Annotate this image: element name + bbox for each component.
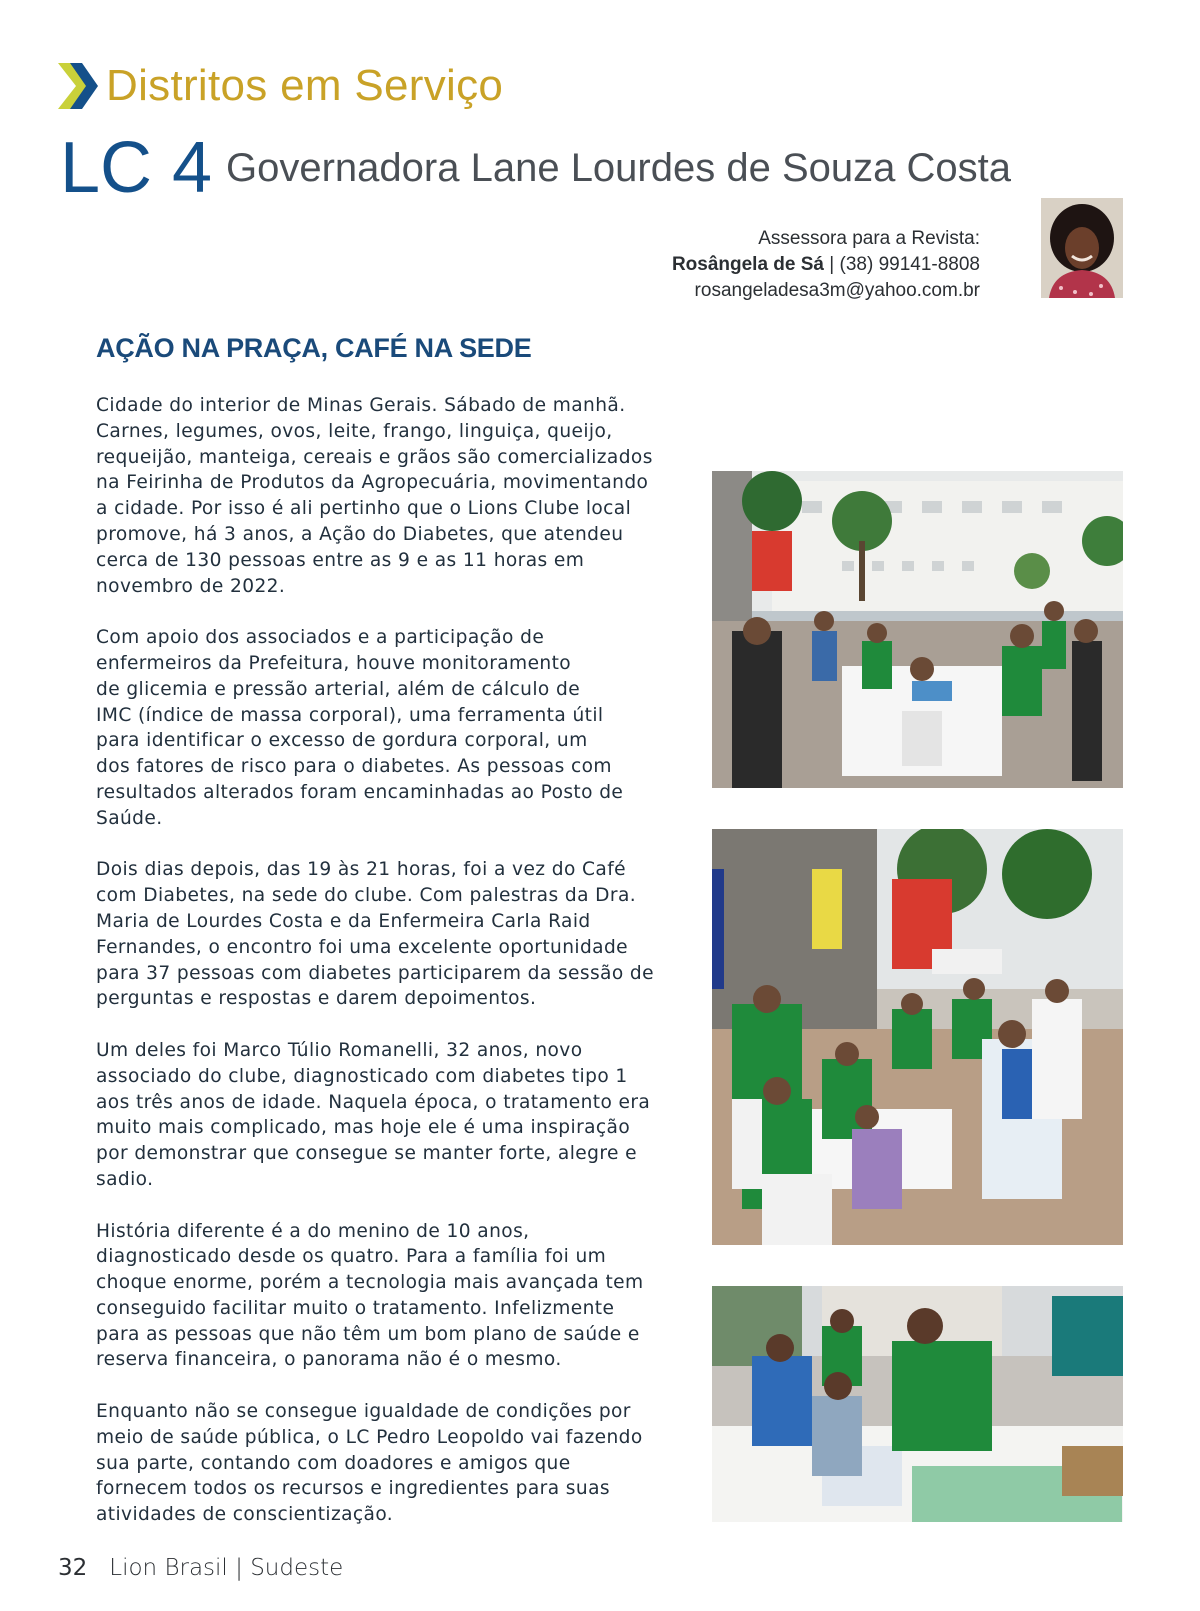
contact-block bbox=[672, 226, 980, 304]
article-paragraph: Dois dias depois, das 19 às 21 horas, foi a vez do Café com Diabetes, na sede do clube. Com palestras da Dra. Maria de Lourdes Costa e da Enfermeira Carla Raid Fernandes, o encontro foi uma excelente oportunidade para 37 pessoas com diabetes participarem da sessão de perguntas e respostas e darem depoimentos. bbox=[96, 859, 654, 1010]
section-title: Distritos em Serviço bbox=[106, 61, 504, 110]
photo-cafe-com-diabetes bbox=[712, 829, 1123, 1245]
photo-blood-pressure-check bbox=[712, 1286, 1123, 1522]
chevron-right-icon bbox=[58, 63, 98, 109]
article-paragraph: História diferente é a do menino de 10 anos, diagnosticado desde os quatro. Para a família foi um choque enorme, porém a tecnologia mais avançada tem conseguido facilitar muito o tratamento. Infelizmente para as pessoas que não têm um bom plano de saúde e reserva financeira, o panorama não é o mesmo. bbox=[96, 1220, 644, 1371]
article-paragraph: Enquanto não se consegue igualdade de condições por meio de saúde pública, o LC Pedro Leopoldo vai fazendo sua parte, contando com doadores e amigos que fornecem todos os recursos e ingredientes para suas atividades de conscientização. bbox=[96, 1401, 643, 1526]
contact-line bbox=[672, 252, 980, 278]
contact-name: Rosângela de Sá bbox=[671, 254, 824, 275]
article-paragraph: Com apoio dos associados e a participação de enfermeiros da Prefeitura, houve monitoramento de glicemia e pressão arterial, além de cálculo de IMC (índice de massa corporal), uma ferramenta útil para identificar o excesso de gordura corporal, um dos fatores de risco para o diabetes. As pessoas com resultados alterados foram encaminhadas ao Posto de Saúde. bbox=[96, 627, 624, 829]
contact-role: Assessora para a Revista: bbox=[758, 228, 980, 249]
article-title: AÇÃO NA PRAÇA, CAFÉ NA SEDE bbox=[96, 333, 532, 363]
article-body bbox=[96, 393, 686, 1554]
contact-separator: | bbox=[824, 254, 840, 275]
contact-phone: (38) 99141-8808 bbox=[839, 254, 980, 275]
governor-name: Governadora Lane Lourdes de Souza Costa bbox=[226, 146, 1011, 190]
magazine-name: Lion Brasil | Sudeste bbox=[109, 1555, 344, 1581]
contact-email[interactable]: rosangeladesa3m@yahoo.com.br bbox=[694, 280, 980, 301]
photo-diabetes-action-square bbox=[712, 471, 1123, 788]
article-paragraph: Um deles foi Marco Túlio Romanelli, 32 anos, novo associado do clube, diagnosticado com diabetes tipo 1 aos três anos de idade. Naquela época, o tratamento era muito mais complicado, mas hoje ele é uma inspiração por demonstrar que consegue se manter forte, alegre e sadio. bbox=[96, 1039, 651, 1190]
page-footer bbox=[58, 1555, 343, 1581]
page-number: 32 bbox=[58, 1555, 88, 1581]
section-header bbox=[58, 58, 503, 114]
avatar bbox=[1041, 198, 1123, 298]
district-code: LC 4 bbox=[60, 128, 213, 208]
article-paragraph: Cidade do interior de Minas Gerais. Sábado de manhã. Carnes, legumes, ovos, leite, frango, linguiça, queijo, requeijão, manteiga, cereais e grãos são comercializados na Feirinha de Produtos da Agropecuária, movimentando a cidade. Por isso é ali pertinho que o Lions Clube local promove, há 3 anos, a Ação do Diabetes, que atendeu cerca de 130 pessoas entre as 9 e as 11 horas em novembro de 2022. bbox=[96, 395, 653, 597]
